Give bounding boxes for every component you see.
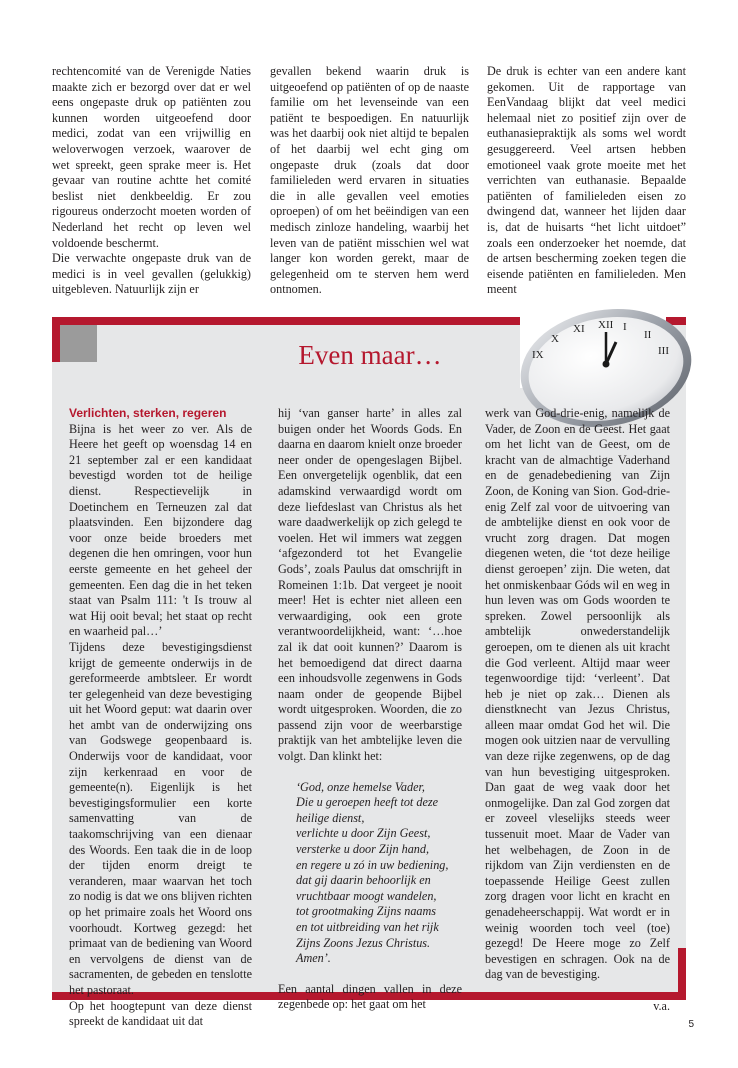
svg-text:I: I xyxy=(623,321,627,333)
decorative-square xyxy=(60,325,97,362)
paragraph: Die verwachte ongepaste druk van de medici is in veel gevallen (gelukkig) uitgebleven. Natuurlijk zijn er xyxy=(52,251,251,297)
article-column-1 xyxy=(52,64,251,298)
paragraph: hij ‘van ganser harte’ in alles zal buigen onder het Woords Gods. En daarna en daarom knielt onze broeder neer onder de opengeslagen Bijbel. Een onvergetelijk ogenblik, dat een adamskind verwaardigd wordt om deze liefdeslast van Christus als het ware daadwerkelijk op zich gelegd te voelen. Het wil immers wat zeggen ‘afgezonderd tot het Evangelie Gods’, zoals Paulus dat omschrijft in Romeinen 1:1b. Dat vergeet je nooit meer! Het is echter niet alleen een verwaardiging, ook een grote verantwoordelijkheid, want: ‘…hoe zal ik dat ooit kunnen?’ Daarom is het bemoedigend dat direct daarna een inhoudsvolle zegenwens in Gods naam onder de geopende Bijbel wordt uitgesproken. Woorden, die zo passend zijn voor de weerbarstige praktijk van het ambtelijke leven die volgt. Dan klinkt het: xyxy=(278,406,462,764)
box-column-1 xyxy=(69,406,252,1030)
svg-text:XII: XII xyxy=(598,319,614,331)
paragraph: werk van God-drie-enig, namelijk de Vader, de Zoon en de Geest. Het gaat om het licht van de Geest, om de kracht van de almachtige Vaderhand en de genadebediening van Zijn Zoon, de Koning van Sion. God-drie-enig Zelf zal voor de uitvoering van de ambtelijke dienst en ook voor de vrucht zorg dragen. Dat mogen diegenen weten, die ‘tot deze heilige dienst geroepen’ zijn. Die weten, dat het onmiskenbaar Góds wil en weg in hun leven was om Gods woorden te spreken. Zowel persoonlijk als ambtelijk onwederstandelijk geroepen, om te dienen als uit kracht die God verleent. Altijd maar weer tegenwoordige tijd: ‘verleent’. Dat heb je niet op zak… Dienen als dienstknecht van Jezus Christus, alleen maar omdat God het wil. Die mogen ook uitzien naar de vervulling van deze rijke zegenwens, op de dag van hun bevestiging uitgesproken. Dan gaat de weg vaak door het onmogelijke. Dan zal God zorgen dat er zoveel vleselijks steeds weer tussenuit moet. Maar de Vader van het welbehagen, de Zoon in de rijkdom van Zijn verdiensten en de toepassende Heilige Geest zullen zorg dragen voor licht en kracht en genadeheerschappij. Wat wordt er in weinig woorden toch veel (toe) gezegd! De Heere moge zo Zelf bevestigen en schragen. Ook na de dag van de bevestiging. xyxy=(485,406,670,982)
box-right-border xyxy=(678,948,686,1000)
paragraph: Tijdens deze bevestigingsdienst krijgt de gemeente onderwijs in de gereformeerde ambtsleer. Er wordt ter gelegenheid van deze bevestiging uit het Woord geput: wat daarin over het ambt van de onderwijzing ons van Godswege geopenbaard is. Onderwijs voor de kandidaat, voor zijn kerkenraad en voor de gemeente(n). Eigenlijk is het bevestigingsformulier een korte samenvatting van de taakomschrijving van een dienaar des Woords. Een taak die in de loop der tijden enorm dreigt te veranderen, maar waarvan het toch zo nodig is dat we ons blijven richten op het primaire zoals het Woord ons voorhoudt. Kortweg gezegd: het primaat van de bediening van Woord en vervolgens de dienst van de sacramenten, de gebeden en tenslotte het pastoraat. xyxy=(69,639,252,997)
author-signature: v.a. xyxy=(653,998,670,1013)
paragraph: gevallen bekend waarin druk is uitgeoefend op patiënten of op de naaste familie om het levenseinde van een patiënt te bespoedigen. En natuurlijk was het daarbij ook niet altijd te bepalen of het daarbij wel echt ging om ongepaste druk (zoals dat door familieleden werd ervaren in situaties die in alle gevallen veel emoties oproepen) of om het beëindigen van een medisch zinloze handeling, waarbij het leven van de patiënt misschien wel wat langer kon worden gerekt, maar de gelegenheid om te sterven hem werd ontnomen. xyxy=(270,64,469,297)
article-column-2 xyxy=(270,64,469,298)
box-column-2 xyxy=(278,406,462,1013)
svg-text:II: II xyxy=(644,329,652,341)
svg-text:X: X xyxy=(551,333,559,345)
box-subheading: Verlichten, sterken, regeren xyxy=(69,406,227,420)
box-column-3 xyxy=(485,406,670,1015)
box-title: Even maar… xyxy=(298,340,442,370)
paragraph: De druk is echter van een andere kant gekomen. Uit de rapportage van EenVandaag blijkt dat veel medici helemaal niet zo positief zijn over de euthanasiepraktijk als soms wel wordt gesuggereerd. Veel artsen hebben emotioneel vaak grote moeite met het verrichten van euthanasie. Bepaalde patiënten of familieleden eisen zo dwingend dat, wanneer het lijden daar is, dat de huisarts “het licht uitdoet” zoals een onderzoeker het noemde, dat de artsen bescherming zoeken tegen die eisende patiënten en familieleden. Men meent xyxy=(487,64,686,297)
clock-image xyxy=(520,302,669,388)
article-column-3 xyxy=(487,64,686,298)
paragraph: rechtencomité van de Verenigde Naties maakte zich er bezorgd over dat er wel eens ongepaste druk op patiënten zou kunnen worden uitgeoefend door medici, zodat van een vrijwillig en weloverwogen verzoek, waarover de wet spreekt, geen sprake meer is. Het gevaar van routine achtte het comité beslist niet denkbeeldig. Er zou rigoureus onderzocht moeten worden of Nederland het recht op leven wel voldoende beschermt. xyxy=(52,64,251,250)
paragraph: Bijna is het weer zo ver. Als de Heere het geeft op woensdag 14 en 21 september zal er een kandidaat bevestigd worden tot de heilige dienst. Respectievelijk in Doetinchem en Terneuzen zal dat plaatsvinden. Een bijzondere dag voor onze beide broeders met degenen die hen omringen, voor hun eerste gemeente en het geheel der gemeenten. Een dag die in het teken staat van Psalm 111: 't Is trouw al wat Hij ooit beval; het staat op recht en waarheid pal…’ xyxy=(69,421,252,639)
svg-text:IX: IX xyxy=(532,349,544,361)
page-number: 5 xyxy=(688,1019,694,1030)
svg-text:XI: XI xyxy=(573,323,585,335)
svg-text:III: III xyxy=(658,345,669,357)
paragraph: Een aantal dingen vallen in deze zegenbede op: het gaat om het xyxy=(278,981,462,1012)
paragraph: Op het hoogtepunt van deze dienst spreekt de kandidaat uit dat xyxy=(69,998,252,1029)
box-left-border xyxy=(52,317,60,362)
blessing-quote: ‘God, onze hemelse Vader, Die u geroepen heeft tot deze heilige dienst, verlichte u door Zijn Geest, versterke u door Zijn hand, en regere u zó in uw bediening, dat gij daarin behoorlijk en vruchtbaar moogt wandelen, tot grootmaking Zijns naams en tot uitbreiding van het rijk Zijns Zoons Jezus Christus. Amen’. xyxy=(296,779,449,966)
